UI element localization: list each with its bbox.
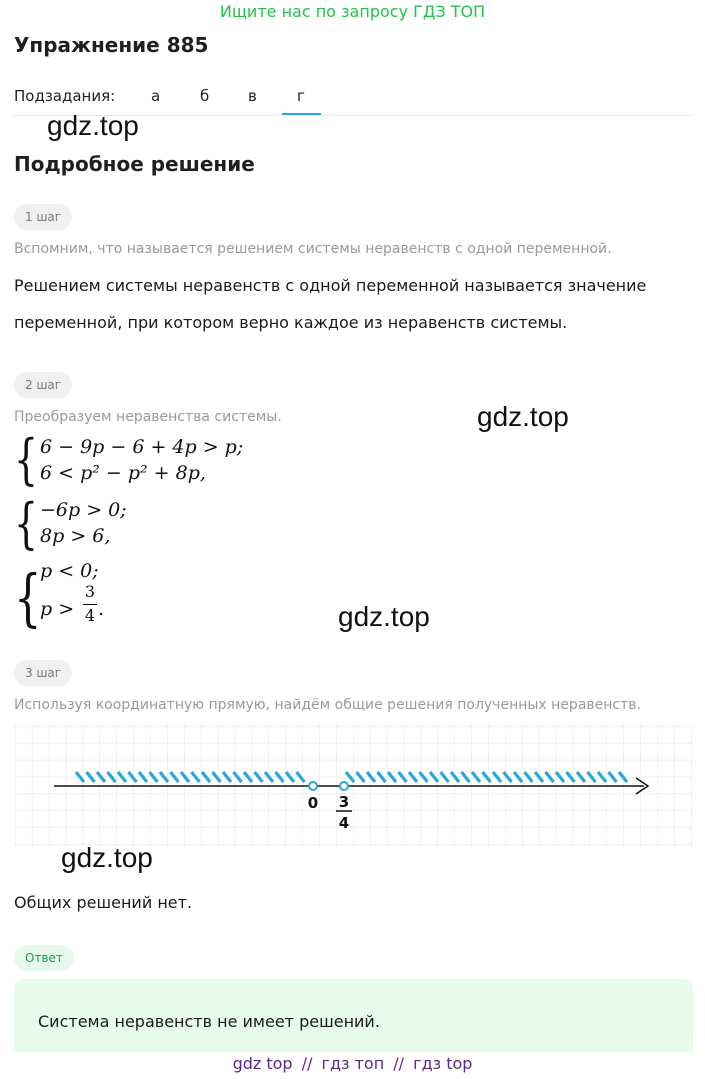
search-banner: Ищите нас по запросу ГДЗ ТОП <box>219 2 486 21</box>
step1-hint: Вспомним, что называется решением системы неравенств с одной переменной. <box>14 241 612 257</box>
step-badge-3: 3 шаг <box>14 660 72 686</box>
system3-line2-prefix: p > <box>40 598 75 620</box>
system1-line1: 6 − 9p − 6 + 4p > p; <box>40 436 244 458</box>
fraction-numerator: 3 <box>84 582 96 601</box>
exercise-title: Упражнение 885 <box>14 33 209 57</box>
system-brace: { <box>14 492 39 555</box>
number-line-diagram <box>14 725 693 847</box>
footer-links <box>0 1054 705 1073</box>
system-brace: { <box>14 561 42 634</box>
system3-line1: p < 0; <box>40 560 99 582</box>
open-point-zero <box>309 782 317 790</box>
axis-label-den: 4 <box>338 814 350 832</box>
fraction-denominator: 4 <box>84 606 96 625</box>
step-badge-2: 2 шаг <box>14 372 72 398</box>
tab-g[interactable]: г <box>297 87 305 105</box>
footer-link-3[interactable]: гдз top <box>413 1054 473 1073</box>
step-badge-1: 1 шаг <box>14 204 72 230</box>
footer-separator: // <box>393 1054 405 1073</box>
step3-conclusion: Общих решений нет. <box>14 893 193 912</box>
system2-line1: −6p > 0; <box>40 499 127 521</box>
watermark: gdz.top <box>338 601 430 632</box>
open-point-three-quarters <box>340 782 348 790</box>
axis-label-num: 3 <box>338 793 350 811</box>
answer-text: Система неравенств не имеет решений. <box>38 1012 380 1031</box>
fraction-bar <box>83 604 97 605</box>
answer-badge: Ответ <box>14 945 74 971</box>
step3-hint: Используя координатную прямую, найдём общие решения полученных неравенств. <box>14 697 641 713</box>
axis-label-zero: 0 <box>307 794 319 812</box>
subtasks-label: Подзадания: <box>14 87 116 105</box>
watermark: gdz.top <box>61 842 153 873</box>
active-tab-indicator <box>282 113 321 115</box>
footer-separator: // <box>301 1054 313 1073</box>
footer-link-2[interactable]: гдз топ <box>321 1054 385 1073</box>
tab-b[interactable]: б <box>200 87 210 105</box>
system2-line2: 8p > 6, <box>40 525 111 547</box>
step1-text-line2: переменной, при котором верно каждое из неравенств системы. <box>14 313 568 332</box>
step2-hint: Преобразуем неравенства системы. <box>14 409 282 425</box>
system-brace: { <box>14 428 39 491</box>
section-title: Подробное решение <box>14 152 255 176</box>
step1-text-line1: Решением системы неравенств с одной переменной называется значение <box>14 276 647 295</box>
tab-a[interactable]: а <box>151 87 161 105</box>
watermark: gdz.top <box>477 401 569 432</box>
system1-line2: 6 < p² − p² + 8p, <box>40 462 206 484</box>
watermark: gdz.top <box>47 110 139 141</box>
footer-link-1[interactable]: gdz top <box>232 1054 293 1073</box>
system3-line2-suffix: . <box>98 598 105 620</box>
tab-v[interactable]: в <box>248 87 257 105</box>
